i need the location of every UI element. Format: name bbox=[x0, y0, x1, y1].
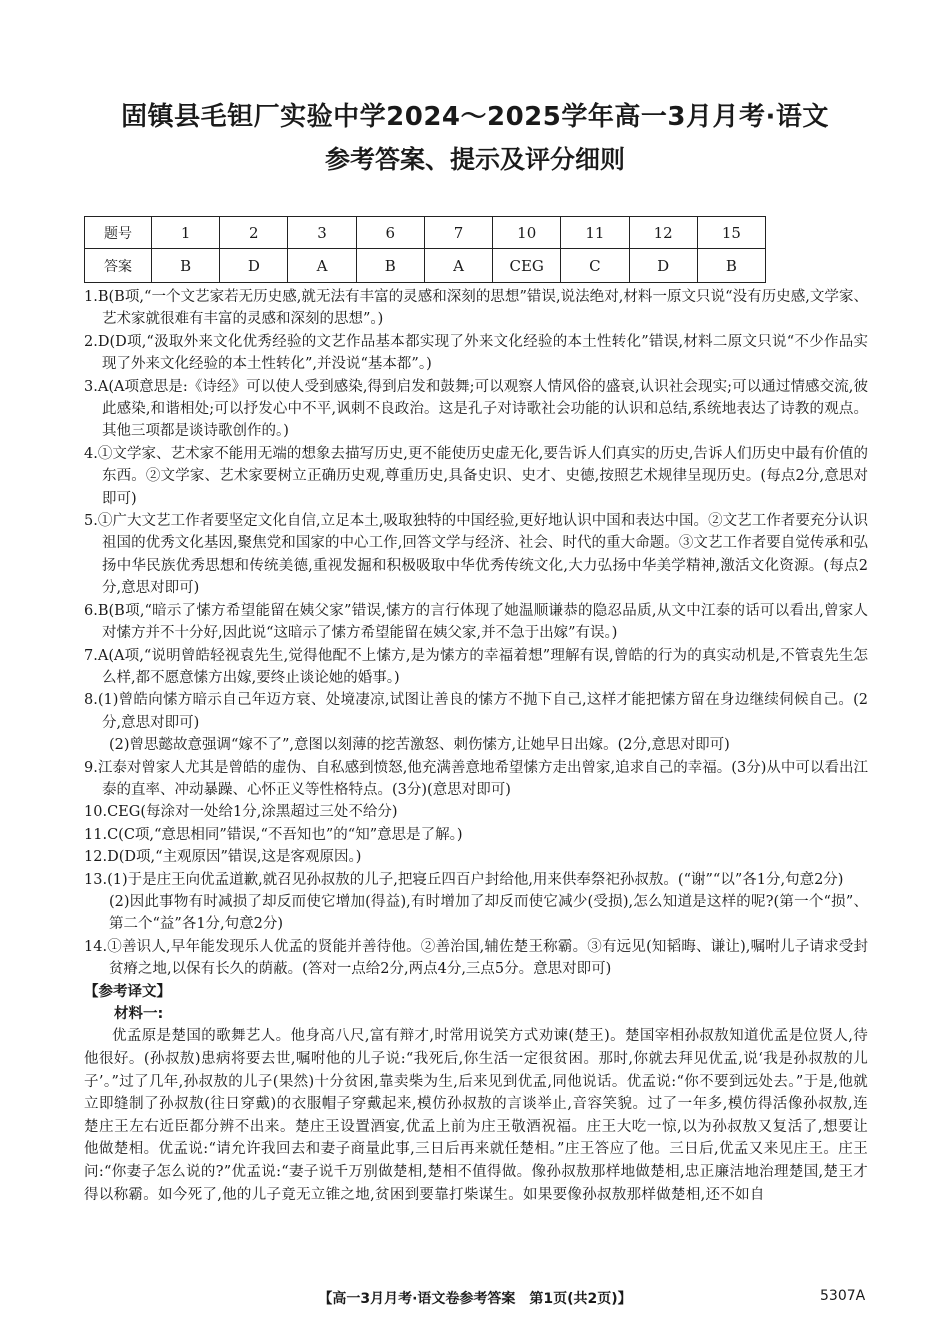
item-text: (1)曾皓向愫方暗示自己年迈方衰、处境凄凉,试图让善良的愫方不抛下自己,这样才能把愫方留在身边继续伺候自己。(2分,意思对即可) bbox=[97, 692, 868, 731]
item-text: D(D项,“汲取外来文化优秀经验的文艺作品基本都实现了外来文化经验的本土性转化”错误,材料二原文只说“不少作品实现了外来文化经验的本土性转化”,并没说“基本都”。) bbox=[97, 333, 868, 373]
answer-table bbox=[84, 216, 766, 283]
item-text: B(B项,“一个文艺家若无历史感,就无法有丰富的灵感和深刻的思想”错误,说法绝对,材料一原文只说“没有历史感,文学家、艺术家就很难有丰富的灵感和深刻的思想”。) bbox=[97, 289, 868, 328]
paper-code: 5307A bbox=[820, 1288, 866, 1304]
answer-item-1 bbox=[84, 286, 868, 331]
item-text: CEG(每涂对一处给1分,涂黑超过三处不给分) bbox=[107, 804, 398, 821]
answer-cell: CEG bbox=[493, 249, 561, 283]
translation-paragraph: 优孟原是楚国的歌舞艺人。他身高八尺,富有辩才,时常用说笑方式劝谏(楚王)。楚国宰相孙叔敖知道优孟是位贤人,待他很好。(孙叔敖)患病将要去世,嘱咐他的儿子说:“我死后,你生活一定很贫困。那时,你就去拜见优孟,说‘我是孙叔敖的儿子’。”过了几年,孙叔敖的儿子(果然)十分贫困,靠卖柴为生,后来见到优孟,同他说话。优孟说:“你不要到远处去。”于是,他就立即缝制了孙叔敖(往日穿戴)的衣服帽子穿戴起来,模仿孙叔敖的言谈举止,音容笑貌。过了一年多,模仿得活像孙叔敖,连楚庄王左右近臣都分辨不出来。楚庄王设置酒宴,优孟上前为庄王敬酒祝福。庄王大吃一惊,以为孙叔敖又复活了,想要让他做楚相。优孟说:“请允许我回去和妻子商量此事,三日后再来就任楚相。”庄王答应了他。三日后,优孟又来见庄王。庄王问:“你妻子怎么说的?”优孟说:“妻子说千万别做楚相,楚相不值得做。像孙叔敖那样地做楚相,忠正廉洁地治理楚国,楚王才得以称霸。如今死了,他的儿子竟无立锥之地,贫困到要靠打柴谋生。如果要像孙叔敖那样做楚相,还不如自 bbox=[84, 1028, 868, 1203]
item-number: 2. bbox=[84, 333, 98, 350]
answer-item-6 bbox=[84, 600, 868, 645]
item-number: 5. bbox=[84, 513, 98, 530]
item-number: 11. bbox=[84, 826, 108, 843]
table-header-cell: 答案 bbox=[85, 249, 152, 283]
answer-cell: D bbox=[629, 249, 697, 283]
item-text: 江泰对曾家人尤其是曾皓的虚伪、自私感到愤怒,他充满善意地希望愫方走出曾家,追求自己的幸福。(3分)从中可以看出江泰的直率、冲动暴躁、心怀正义等性格特点。(3分)(意思对即可) bbox=[97, 759, 868, 798]
answer-item-9 bbox=[84, 757, 868, 802]
answer-item-10 bbox=[84, 801, 868, 823]
item-number: 9. bbox=[84, 759, 98, 776]
page-subtitle: 参考答案、提示及评分细则 bbox=[324, 145, 625, 174]
page-footer bbox=[0, 1288, 950, 1308]
answer-cell: C bbox=[561, 249, 629, 283]
answer-cell: A bbox=[288, 249, 356, 283]
item-text: D(D项,“主观原因”错误,这是客观原因。) bbox=[107, 849, 362, 866]
item-text: (1)于是庄王向优孟道歉,就召见孙叔敖的儿子,把寝丘四百户封给他,用来供奉祭祀孙叔敖。(“谢”“以”各1分,句意2分) bbox=[107, 871, 844, 888]
answer-cell: B bbox=[152, 249, 220, 283]
answer-explanations bbox=[84, 286, 868, 1206]
answer-item-14 bbox=[84, 936, 868, 981]
answer-item-8-part-2: (2)曾思懿故意强调“嫁不了”,意图以刻薄的挖苦激怒、刺伤愫方,让她早日出嫁。(2分,意思对即可) bbox=[109, 737, 730, 754]
table-header-cell: 题号 bbox=[85, 217, 152, 249]
item-text: B(B项,“暗示了愫方希望能留在姨父家”错误,愫方的言行体现了她温顺谦恭的隐忍品质,从文中江泰的话可以看出,曾家人对愫方并不十分好,因此说“这暗示了愫方希望能留在姨父家,并不急于出嫁”有误。) bbox=[97, 602, 868, 642]
question-number-cell: 10 bbox=[493, 217, 561, 249]
footer-text: 【高一3月月考·语文卷参考答案 第1页(共2页)】 bbox=[318, 1291, 632, 1307]
item-number: 4. bbox=[84, 445, 98, 462]
item-number: 14. bbox=[84, 938, 108, 955]
material-title: 材料一: bbox=[114, 1006, 164, 1022]
question-number-cell: 2 bbox=[220, 217, 288, 249]
answer-item-5 bbox=[84, 510, 868, 600]
question-number-cell: 15 bbox=[697, 217, 765, 249]
question-number-cell: 7 bbox=[424, 217, 492, 249]
item-number: 7. bbox=[84, 647, 98, 664]
answer-item-4 bbox=[84, 443, 868, 510]
item-text: A(A项意思是:《诗经》可以使人受到感染,得到启发和鼓舞;可以观察人情风俗的盛衰,认识社会现实;可以通过情感交流,彼此感染,和谐相处;可以抒发心中不平,讽刺不良政治。这是孔子对诗歌社会功能的认识和总结,系统地表达了诗教的观点。其他三项都是谈诗歌创作的。) bbox=[97, 378, 868, 440]
item-number: 12. bbox=[84, 849, 108, 866]
item-number: 3. bbox=[84, 378, 98, 395]
question-number-cell: 3 bbox=[288, 217, 356, 249]
item-number: 13. bbox=[84, 871, 108, 888]
answer-item-11 bbox=[84, 824, 868, 846]
answer-item-8 bbox=[84, 689, 868, 734]
item-text: ①善识人,早年能发现乐人优孟的贤能并善待他。②善治国,辅佐楚王称霸。③有远见(知韬晦、谦让),嘱咐儿子请求受封贫瘠之地,以保有长久的荫蔽。(答对一点给2分,两点4分,三点5分。意思对即可) bbox=[107, 938, 868, 978]
question-number-cell: 6 bbox=[356, 217, 424, 249]
answer-cell: A bbox=[424, 249, 492, 283]
answer-item-2 bbox=[84, 331, 868, 376]
answer-item-13-part-2: (2)因此事物有时减损了却反而使它增加(得益),有时增加了却反而使它减少(受损),怎么知道是这样的呢?(第一个“损”、第二个“益”各1分,句意2分) bbox=[109, 893, 868, 933]
item-text: A(A项,“说明曾皓轻视袁先生,觉得他配不上愫方,是为愫方的幸福着想”理解有误,曾皓的行为的真实动机是,不管袁先生怎么样,都不愿意愫方出嫁,要终止谈论她的婚事。) bbox=[97, 647, 868, 686]
reference-translation-heading: 【参考译文】 bbox=[84, 983, 171, 1000]
question-number-cell: 12 bbox=[629, 217, 697, 249]
question-number-cell: 1 bbox=[152, 217, 220, 249]
answer-cell: D bbox=[220, 249, 288, 283]
item-number: 6. bbox=[84, 602, 98, 619]
answer-item-12 bbox=[84, 846, 868, 868]
item-number: 1. bbox=[84, 289, 98, 305]
item-text: C(C项,“意思相同”错误,“不吾知也”的“知”意思是了解。) bbox=[107, 826, 463, 843]
answer-item-7 bbox=[84, 645, 868, 690]
answer-item-13 bbox=[84, 869, 868, 891]
answer-cell: B bbox=[697, 249, 765, 283]
table-row-numbers bbox=[85, 217, 766, 249]
answer-cell: B bbox=[356, 249, 424, 283]
item-number: 10. bbox=[84, 804, 108, 821]
question-number-cell: 11 bbox=[561, 217, 629, 249]
item-text: ①广大文艺工作者要坚定文化自信,立足本土,吸取独特的中国经验,更好地认识中国和表达中国。②文艺工作者要充分认识祖国的优秀文化基因,聚焦党和国家的中心工作,回答文学与经济、社会、时代的重大命题。③文艺工作者要自觉传承和弘扬中华民族优秀思想和传统美德,重视发掘和积极吸取中华优秀传统文化,大力弘扬中华美学精神,激活文化资源。(每点2分,意思对即可) bbox=[97, 513, 868, 597]
page-title: 固镇县毛钽厂实验中学2024～2025学年高一3月月考·语文 bbox=[121, 102, 829, 132]
item-number: 8. bbox=[84, 692, 98, 709]
answer-item-3 bbox=[84, 376, 868, 443]
table-row-answers bbox=[85, 249, 766, 283]
item-text: ①文学家、艺术家不能用无端的想象去描写历史,更不能使历史虚无化,要告诉人们真实的历史,告诉人们历史中最有价值的东西。②文学家、艺术家要树立正确历史观,尊重历史,具备史识、史才、史德,按照艺术规律呈现历史。(每点2分,意思对即可) bbox=[97, 445, 868, 507]
